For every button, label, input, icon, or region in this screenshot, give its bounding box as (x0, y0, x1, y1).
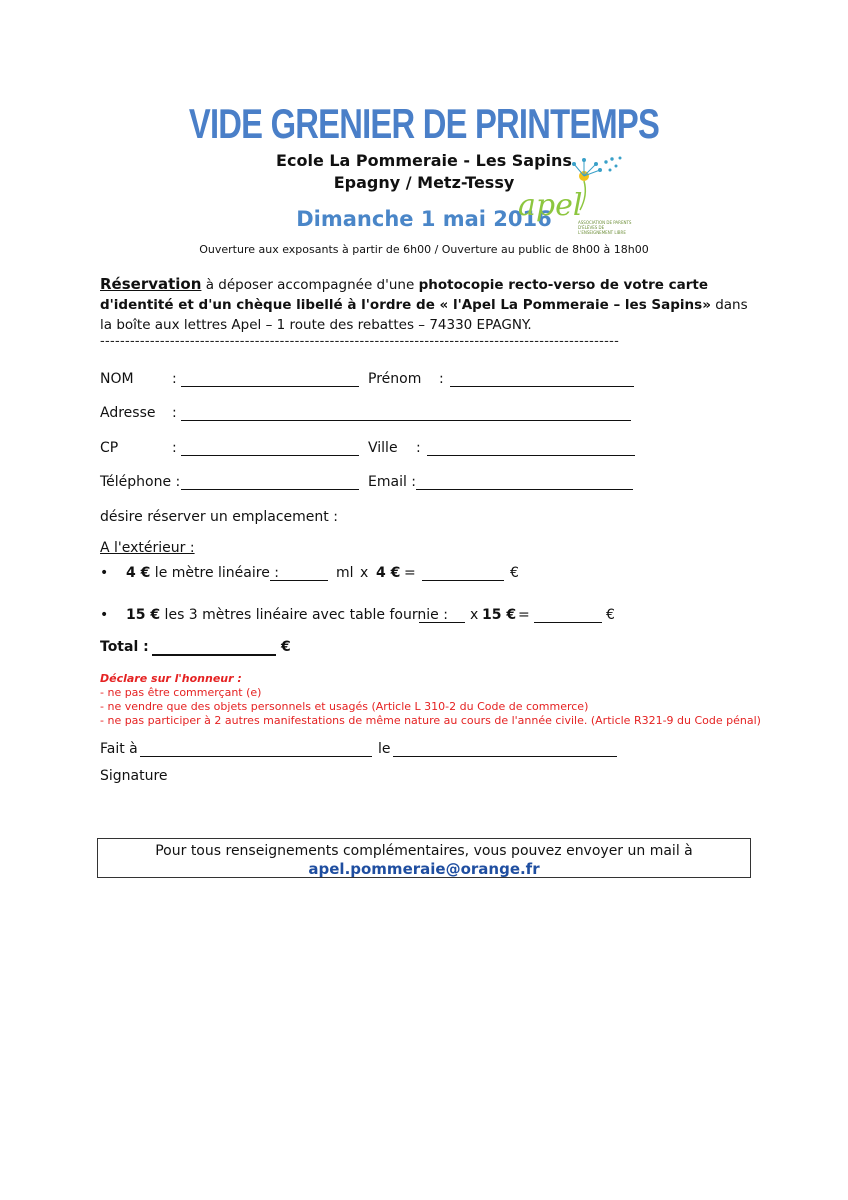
declaration-line: - ne pas être commerçant (e) (100, 686, 262, 699)
option-1-times: x (360, 565, 369, 581)
le-field[interactable] (393, 756, 617, 757)
cp-colon: : (172, 440, 177, 456)
option-1-ml-field[interactable] (270, 580, 328, 581)
ville-field[interactable] (427, 455, 635, 456)
nom-colon: : (172, 371, 177, 387)
option-1-unit: ml (336, 565, 354, 581)
option-2-label: les 3 mètres linéaire avec table fournie : (160, 607, 448, 623)
declaration-line: - ne pas participer à 2 autres manifestations de même nature au cours de l'année civile. (Article R321-9 du Code pénal) (100, 714, 761, 727)
fait-field[interactable] (140, 756, 372, 757)
ville-label: Ville (368, 440, 398, 456)
total-field[interactable] (152, 654, 276, 656)
email-label: Email : (368, 474, 417, 490)
reservation-keyword: Réservation (100, 275, 202, 293)
option-2-currency: € (606, 607, 615, 623)
option-2-equals: = (518, 607, 530, 623)
option-2-qty-field[interactable] (419, 622, 465, 623)
telephone-label: Téléphone : (100, 474, 181, 490)
option-2-price: 15 € (126, 607, 161, 623)
opening-hours: Ouverture aux exposants à partir de 6h00 / Ouverture au public de 8h00 à 18h00 (199, 243, 649, 256)
option-1-price2: 4 € (376, 565, 401, 581)
contact-box (97, 838, 751, 878)
option-1-currency: € (510, 565, 519, 581)
telephone-field[interactable] (181, 489, 359, 490)
separator-line: -------------------------------------------------------------------------------------------------------- (100, 334, 620, 349)
cp-label: CP (100, 440, 119, 456)
bullet-icon: • (100, 607, 109, 623)
adresse-label: Adresse (100, 405, 156, 421)
signature-label: Signature (100, 768, 168, 784)
location-name: Epagny / Metz-Tessy (333, 173, 515, 192)
bullet-icon: • (100, 565, 109, 581)
prenom-colon: : (439, 371, 444, 387)
flyer-title: VIDE GRENIER DE PRINTEMPS (188, 100, 660, 147)
request-text: désire réserver un emplacement : (100, 509, 338, 525)
nom-field[interactable] (181, 386, 359, 387)
adresse-field[interactable] (181, 420, 631, 421)
option-2-total-field[interactable] (534, 622, 602, 623)
cp-field[interactable] (181, 455, 359, 456)
option-1-label: le mètre linéaire : (150, 565, 279, 581)
le-label: le (378, 741, 391, 757)
school-name: Ecole La Pommeraie - Les Sapins (276, 151, 572, 170)
total-currency: € (281, 639, 291, 655)
apel-logo-text: apel (518, 188, 583, 223)
event-date: Dimanche 1 mai 2016 (296, 207, 552, 231)
exterior-heading: A l'extérieur : (100, 540, 195, 556)
option-2-price2: 15 € (482, 607, 517, 623)
contact-email-link[interactable]: apel.pommeraie@orange.fr (308, 860, 540, 878)
nom-label: NOM (100, 371, 134, 387)
adresse-colon: : (172, 405, 177, 421)
apel-logo-subtitle: ASSOCIATION DE PARENTS D'ÉLÈVES DE L'ENSEIGNEMENT LIBRE (578, 220, 632, 235)
option-2-times: x (470, 607, 479, 623)
email-field[interactable] (416, 489, 633, 490)
option-1-text (126, 565, 279, 581)
declaration-title: Déclare sur l'honneur : (100, 672, 242, 685)
declaration-line: - ne vendre que des objets personnels et usagés (Article L 310-2 du Code de commerce) (100, 700, 589, 713)
fait-label: Fait à (100, 741, 138, 757)
prenom-label: Prénom (368, 371, 422, 387)
total-label: Total : (100, 639, 149, 655)
reservation-text-2: dans la boîte aux lettres Apel – 1 route des rebattes – 74330 EPAGNY. (100, 297, 748, 333)
option-1-equals: = (404, 565, 416, 581)
ville-colon: : (416, 440, 421, 456)
reservation-paragraph (100, 274, 760, 335)
reservation-bold-text: photocopie recto-verso de votre carte d'identité et d'un chèque libellé à l'ordre de « l'Apel La Pommeraie – les Sapins» (100, 277, 711, 313)
prenom-field[interactable] (450, 386, 634, 387)
contact-text: Pour tous renseignements complémentaires, vous pouvez envoyer un mail à (155, 843, 693, 859)
option-1-price: 4 € (126, 565, 151, 581)
option-2-text (126, 607, 448, 623)
reservation-text-1: à déposer accompagnée d'une (201, 277, 419, 293)
option-1-total-field[interactable] (422, 580, 504, 581)
